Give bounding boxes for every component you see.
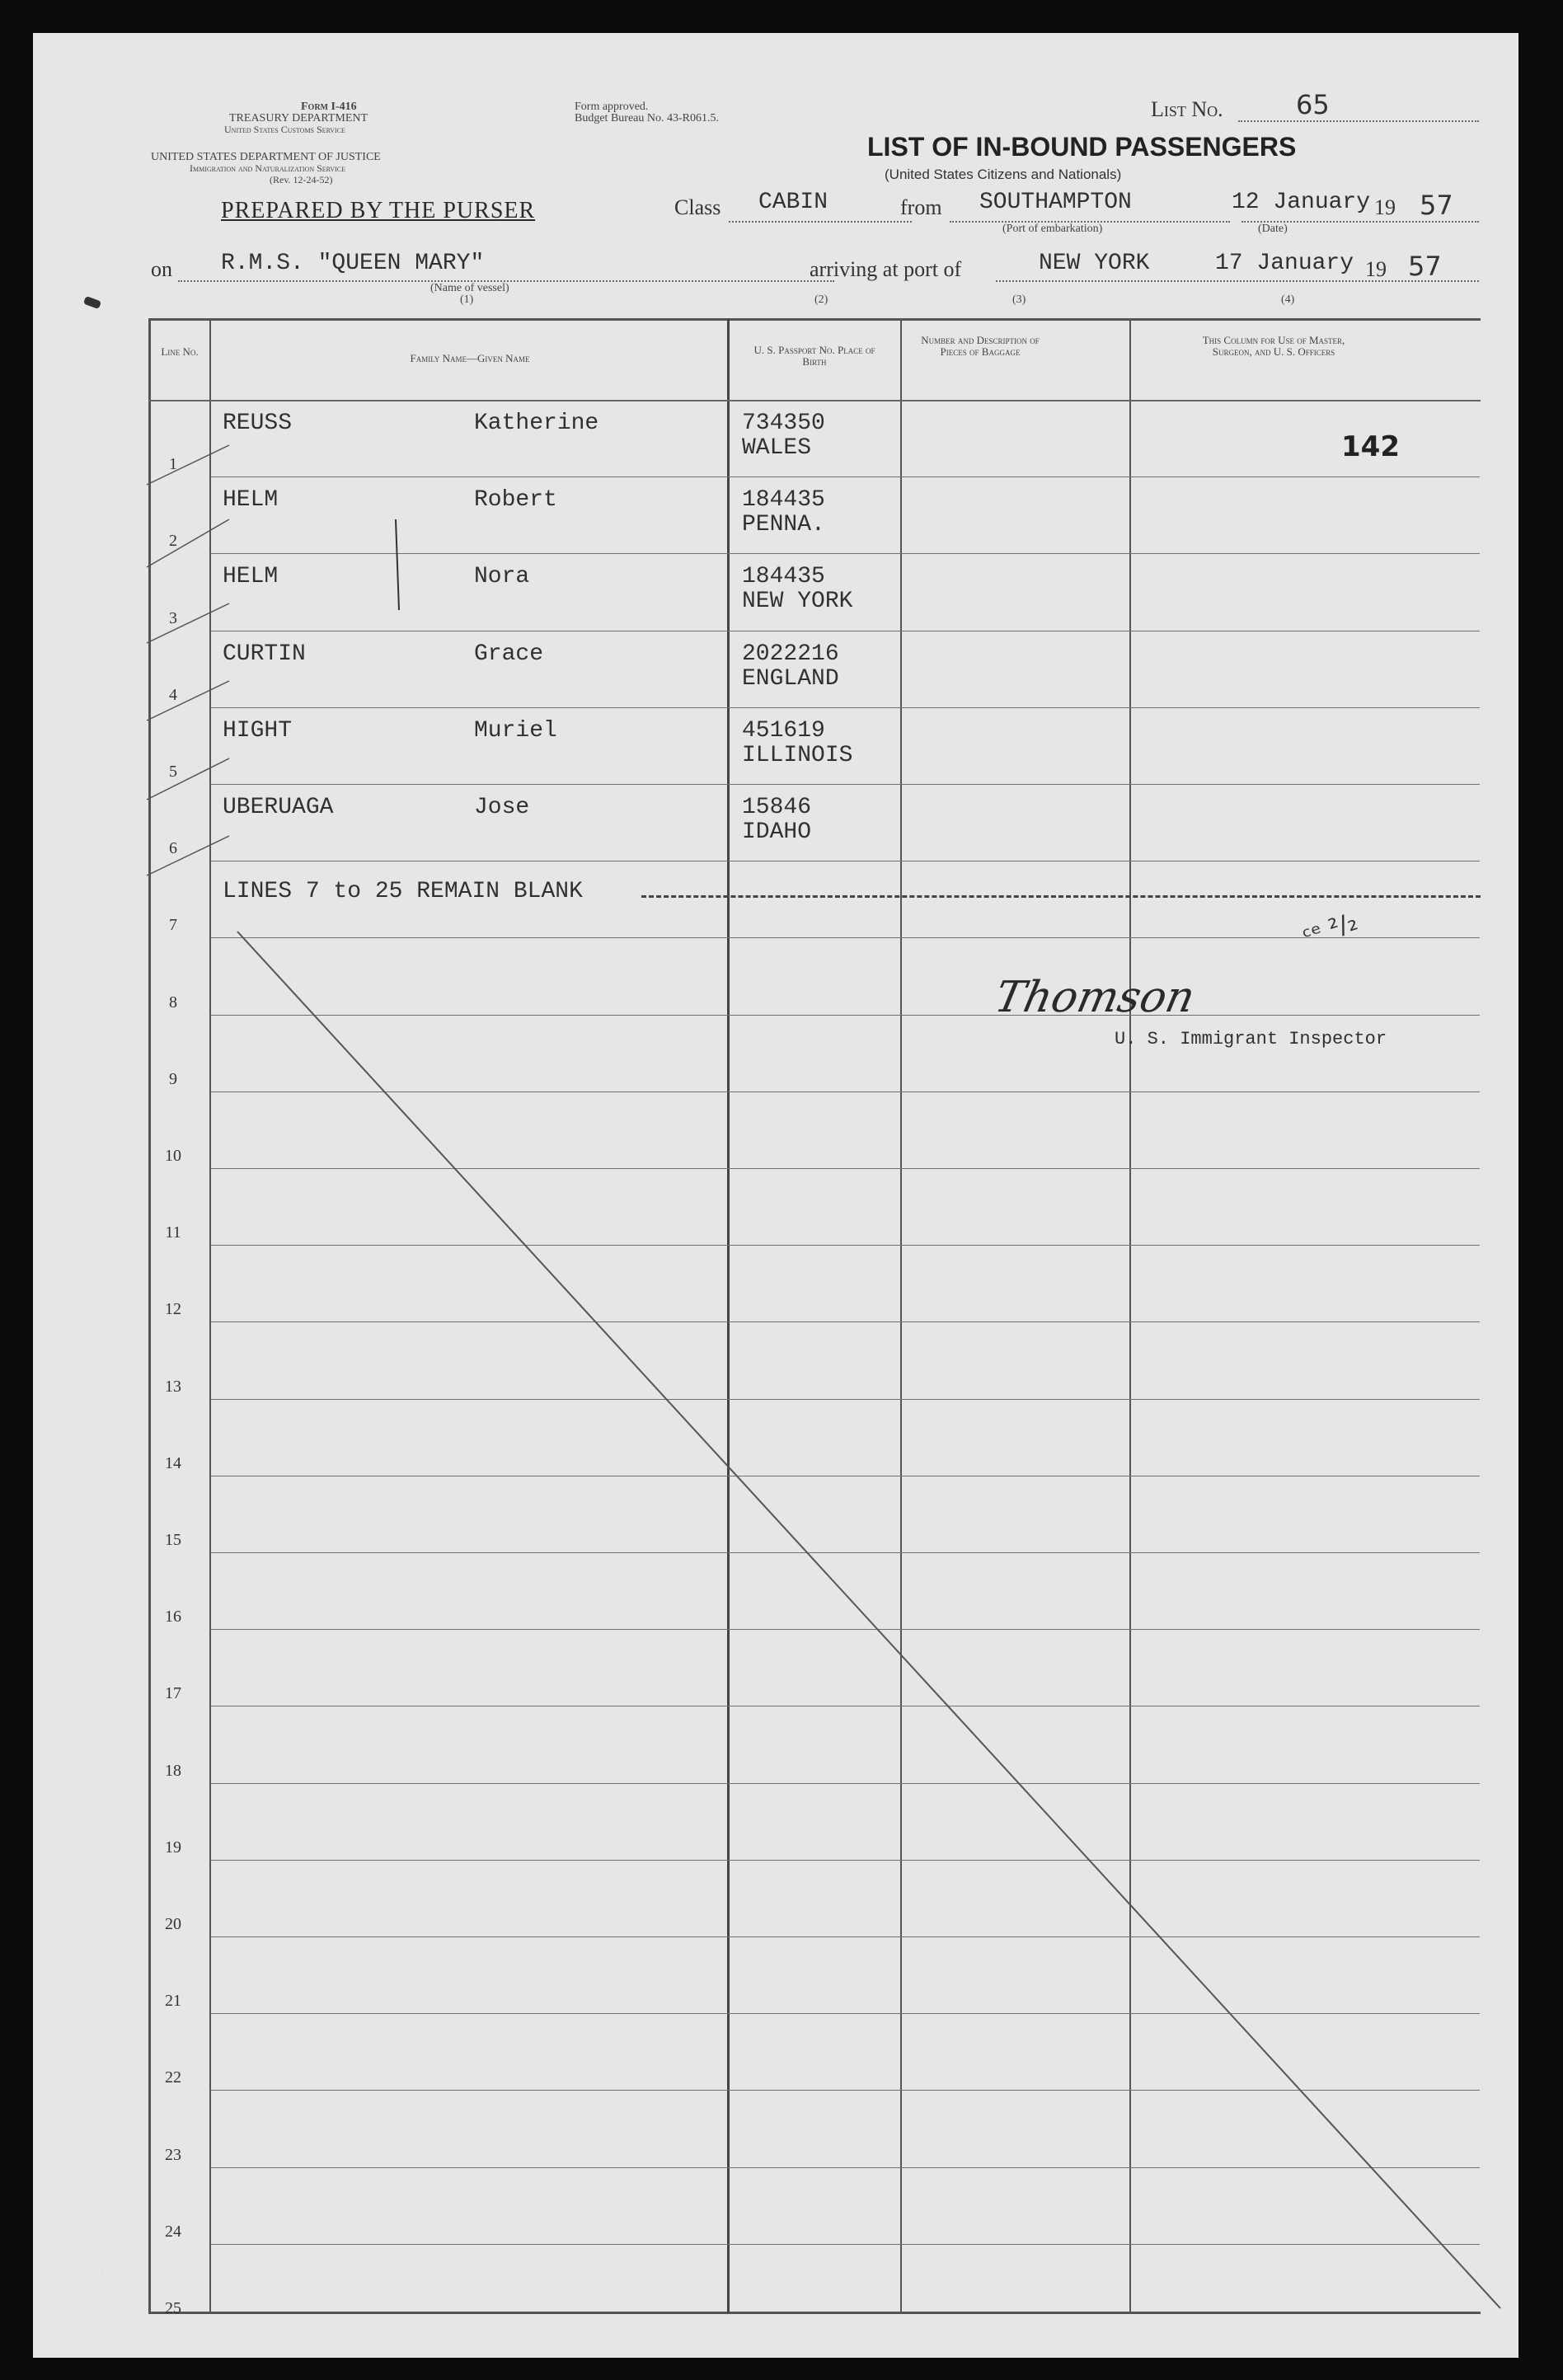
passport-number: 184435 [742, 487, 825, 514]
given-name: Robert [474, 487, 557, 514]
list-no-label: List No. [1151, 97, 1223, 121]
justice-label: UNITED STATES DEPARTMENT OF JUSTICE [151, 151, 381, 163]
col-num-3: (3) [1012, 293, 1026, 306]
line-number: 4 [169, 685, 177, 704]
line-number: 9 [169, 1069, 177, 1088]
line-number: 18 [165, 1761, 181, 1780]
line-number: 5 [169, 763, 177, 781]
line-number: 1 [169, 455, 177, 474]
place-of-birth: IDAHO [742, 819, 812, 845]
officer-count: 142 [1341, 430, 1400, 463]
margin-note: 6 USCs [45, 2260, 128, 2286]
line-number: 23 [165, 2145, 181, 2164]
place-of-birth: ENGLAND [742, 665, 839, 692]
form-approved: Form approved. [575, 101, 649, 113]
family-name: UBERUAGA [223, 795, 334, 820]
revision-label: (Rev. 12-24-52) [270, 174, 333, 185]
departure-year-prefix: 19 [1374, 195, 1396, 219]
remain-blank-note: LINES 7 to 25 REMAIN BLANK [223, 879, 583, 904]
col-num-4: (4) [1281, 293, 1295, 306]
header-name: Family Name—Given Name [410, 352, 530, 364]
date-caption: (Date) [1258, 223, 1288, 235]
line-number: 2 [169, 532, 177, 551]
header-passport: U. S. Passport No. Place of Birth [753, 344, 875, 368]
place-of-birth: ILLINOIS [742, 742, 853, 768]
line-number: 6 [169, 839, 177, 858]
col-num-2: (2) [814, 293, 828, 306]
line-number: 22 [165, 2068, 181, 2087]
family-name: REUSS [223, 411, 293, 436]
family-name: CURTIN [223, 641, 306, 667]
inspector-title: U. S. Immigrant Inspector [1115, 1029, 1387, 1049]
given-name: Jose [474, 795, 530, 820]
given-name: Muriel [474, 717, 557, 744]
place-of-birth: PENNA. [742, 512, 825, 538]
line-number: 20 [165, 1915, 181, 1933]
arrival-year: 57 [1408, 251, 1442, 282]
vessel-name: R.M.S. "QUEEN MARY" [221, 251, 485, 276]
line-number: 14 [165, 1453, 181, 1472]
arrival-date: 17 January [1215, 251, 1354, 276]
line-number: 13 [165, 1377, 181, 1396]
passport-number: 184435 [742, 564, 825, 590]
place-of-birth: WALES [742, 435, 812, 461]
class-label: Class [674, 195, 721, 219]
line-number: 24 [165, 2222, 181, 2241]
manifest-sheet [33, 33, 1518, 2358]
customs-label: United States Customs Service [224, 124, 345, 135]
treasury-label: TREASURY DEPARTMENT [229, 112, 368, 124]
line-number: 21 [165, 1992, 181, 2011]
from-label: from [900, 195, 942, 219]
given-name: Katherine [474, 411, 599, 436]
line-number: 16 [165, 1608, 181, 1627]
inspector-initials: ᶜᵉ ²/₂ [1299, 907, 1362, 952]
line-number: 19 [165, 1838, 181, 1857]
line-number: 7 [169, 916, 177, 935]
given-name: Grace [474, 641, 544, 667]
col-num-1: (1) [460, 293, 474, 306]
departure-year: 57 [1420, 190, 1453, 221]
passport-number: 451619 [742, 717, 825, 744]
line-number: 3 [169, 608, 177, 627]
line-number: 11 [165, 1223, 181, 1242]
class-value: CABIN [758, 190, 828, 215]
embark-port: SOUTHAMPTON [979, 190, 1132, 215]
embark-caption: (Port of embarkation) [1002, 223, 1103, 235]
given-name: Nora [474, 564, 530, 590]
line-number: 17 [165, 1684, 181, 1703]
arrival-port: NEW YORK [1039, 251, 1150, 276]
prepared-by-purser: PREPARED BY THE PURSER [221, 198, 536, 223]
vessel-caption: (Name of vessel) [430, 282, 509, 294]
passport-number: 15846 [742, 795, 812, 820]
line-number: 8 [169, 993, 177, 1012]
family-name: HELM [223, 564, 279, 590]
ins-label: Immigration and Naturalization Service [190, 162, 346, 174]
departure-date: 12 January [1232, 190, 1371, 215]
line-number: 15 [165, 1531, 181, 1549]
header-officers: This Column for Use of Master, Surgeon, and U. S. Officers [1202, 334, 1345, 358]
arriving-label: arriving at port of [810, 257, 962, 281]
passport-number: 734350 [742, 411, 825, 436]
cancel-diagonal-line [33, 33, 1518, 2358]
line-number: 10 [165, 1147, 181, 1165]
budget-bureau: Budget Bureau No. 43-R061.5. [575, 112, 719, 124]
header-baggage: Number and Description of Pieces of Baggage [921, 334, 1040, 358]
list-no-value: 65 [1296, 89, 1330, 120]
page-title: LIST OF IN-BOUND PASSENGERS [867, 132, 1297, 162]
line-number: 12 [165, 1300, 181, 1319]
passport-number: 2022216 [742, 641, 839, 667]
form-number: Form I-416 [301, 101, 357, 113]
line-number: 25 [165, 2299, 181, 2317]
header-line-no: Line No. [161, 345, 199, 358]
inspector-signature: Thomson [990, 973, 1199, 1022]
page-subtitle: (United States Citizens and Nationals) [885, 167, 1122, 182]
place-of-birth: NEW YORK [742, 589, 853, 615]
family-name: HELM [223, 487, 279, 514]
arrival-year-prefix: 19 [1365, 257, 1387, 281]
on-label: on [151, 257, 172, 281]
family-name: HIGHT [223, 717, 293, 744]
